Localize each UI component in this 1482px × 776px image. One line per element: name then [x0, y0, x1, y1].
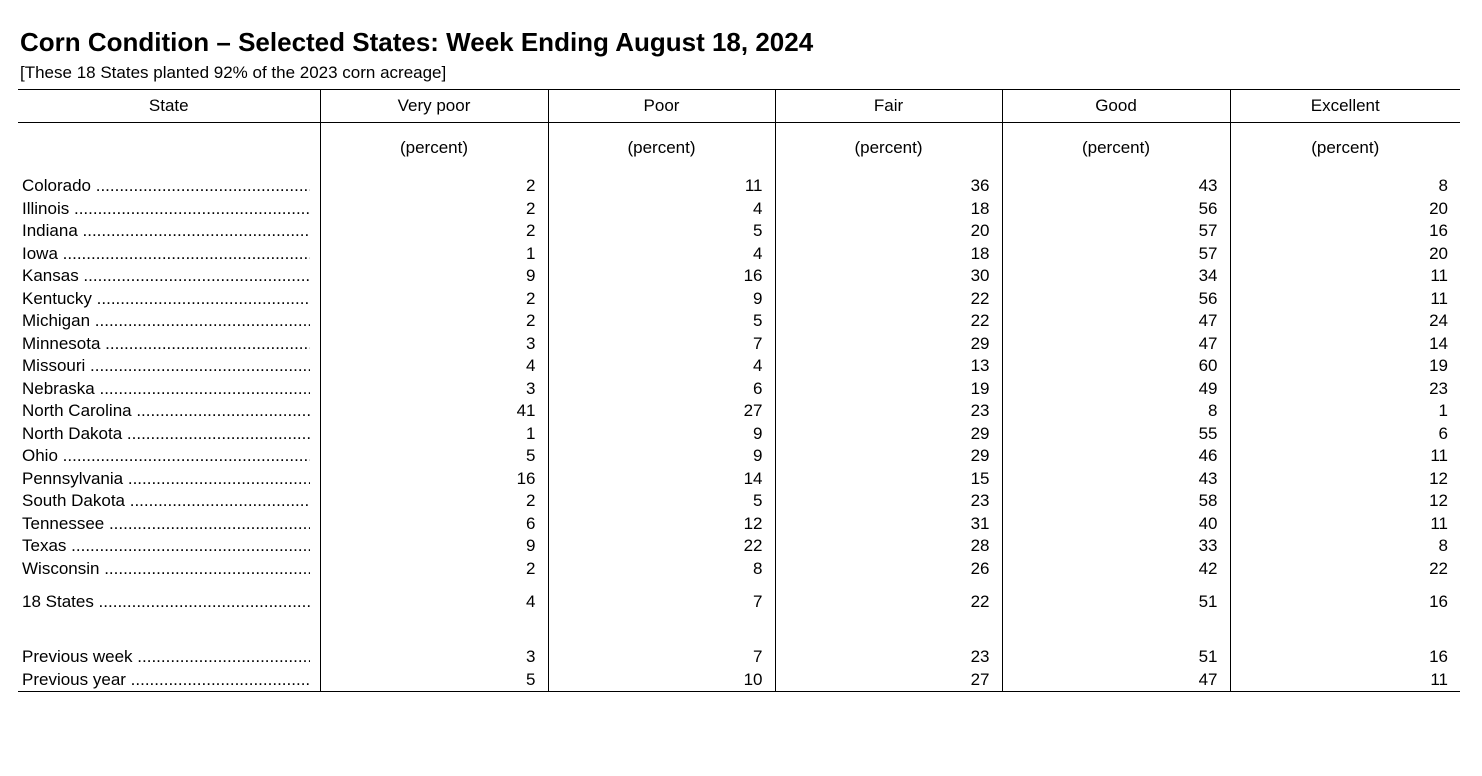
value-cell: 6: [1230, 423, 1460, 446]
value-cell: 57: [1002, 243, 1230, 266]
value-cell: 10: [548, 669, 775, 692]
value-cell: 12: [1230, 490, 1460, 513]
table-row: [18, 310, 1460, 333]
state-cell: [18, 490, 320, 513]
value-cell: 9: [320, 265, 548, 288]
state-label: Nebraska .....: [22, 378, 310, 401]
state-cell: [18, 580, 320, 624]
table-row: [18, 333, 1460, 356]
header-row: [18, 90, 1460, 123]
state-cell: [18, 468, 320, 491]
state-label: Indiana .....: [22, 220, 310, 243]
value-cell: 27: [548, 400, 775, 423]
table-row: [18, 243, 1460, 266]
value-cell: 4: [320, 355, 548, 378]
value-cell: 33: [1002, 535, 1230, 558]
value-cell: 8: [548, 558, 775, 581]
value-cell: 4: [548, 355, 775, 378]
value-cell: 47: [1002, 333, 1230, 356]
spacer-cell: [320, 624, 548, 646]
state-cell: [18, 288, 320, 311]
value-cell: 4: [548, 243, 775, 266]
state-cell: [18, 198, 320, 221]
table-row: [18, 490, 1460, 513]
state-cell: [18, 243, 320, 266]
units-cell-state: [18, 123, 320, 176]
value-cell: 7: [548, 580, 775, 624]
value-cell: 42: [1002, 558, 1230, 581]
value-cell: 29: [775, 445, 1002, 468]
total-row: [18, 580, 1460, 624]
column-header-excellent: Excellent: [1230, 90, 1460, 123]
value-cell: 7: [548, 646, 775, 669]
value-cell: 5: [320, 669, 548, 692]
state-cell: [18, 220, 320, 243]
value-cell: 43: [1002, 468, 1230, 491]
value-cell: 5: [548, 310, 775, 333]
value-cell: 2: [320, 490, 548, 513]
value-cell: 20: [775, 220, 1002, 243]
column-header-very-poor: Very poor: [320, 90, 548, 123]
value-cell: 3: [320, 333, 548, 356]
spacer-row: [18, 624, 1460, 646]
corn-condition-table: [18, 89, 1460, 692]
table-row: [18, 445, 1460, 468]
state-label: North Carolina .....: [22, 400, 310, 423]
value-cell: 18: [775, 243, 1002, 266]
page-title: Corn Condition – Selected States: Week Ending August 18, 2024: [20, 27, 814, 57]
table-row: [18, 288, 1460, 311]
value-cell: 58: [1002, 490, 1230, 513]
value-cell: 34: [1002, 265, 1230, 288]
state-cell: [18, 513, 320, 536]
value-cell: 46: [1002, 445, 1230, 468]
spacer-cell: [775, 624, 1002, 646]
spacer-cell: [1002, 624, 1230, 646]
value-cell: 4: [548, 198, 775, 221]
comparison-row: [18, 646, 1460, 669]
state-label: Missouri .....: [22, 355, 310, 378]
units-cell: (percent): [320, 123, 548, 176]
value-cell: 23: [775, 400, 1002, 423]
value-cell: 12: [548, 513, 775, 536]
value-cell: 56: [1002, 198, 1230, 221]
value-cell: 22: [548, 535, 775, 558]
value-cell: 36: [775, 175, 1002, 198]
state-cell: [18, 265, 320, 288]
value-cell: 2: [320, 558, 548, 581]
state-cell: [18, 445, 320, 468]
table-row: [18, 198, 1460, 221]
value-cell: 26: [775, 558, 1002, 581]
value-cell: 28: [775, 535, 1002, 558]
value-cell: 47: [1002, 669, 1230, 692]
units-cell: (percent): [1230, 123, 1460, 176]
value-cell: 23: [775, 490, 1002, 513]
value-cell: 57: [1002, 220, 1230, 243]
table-body: [18, 123, 1460, 692]
column-header-poor: Poor: [548, 90, 775, 123]
value-cell: 56: [1002, 288, 1230, 311]
value-cell: 29: [775, 333, 1002, 356]
value-cell: 5: [548, 490, 775, 513]
value-cell: 11: [1230, 265, 1460, 288]
value-cell: 13: [775, 355, 1002, 378]
units-row: [18, 123, 1460, 176]
value-cell: 43: [1002, 175, 1230, 198]
table-row: [18, 378, 1460, 401]
value-cell: 11: [1230, 669, 1460, 692]
value-cell: 40: [1002, 513, 1230, 536]
value-cell: 29: [775, 423, 1002, 446]
value-cell: 20: [1230, 198, 1460, 221]
state-label: Illinois .....: [22, 198, 310, 221]
value-cell: 8: [1230, 175, 1460, 198]
value-cell: 3: [320, 646, 548, 669]
value-cell: 18: [775, 198, 1002, 221]
value-cell: 47: [1002, 310, 1230, 333]
state-cell: [18, 646, 320, 669]
value-cell: 16: [1230, 580, 1460, 624]
value-cell: 41: [320, 400, 548, 423]
table-row: [18, 355, 1460, 378]
value-cell: 22: [775, 580, 1002, 624]
column-header-good: Good: [1002, 90, 1230, 123]
comparison-row: [18, 669, 1460, 692]
value-cell: 8: [1230, 535, 1460, 558]
value-cell: 23: [1230, 378, 1460, 401]
value-cell: 16: [320, 468, 548, 491]
column-header-fair: Fair: [775, 90, 1002, 123]
value-cell: 55: [1002, 423, 1230, 446]
value-cell: 24: [1230, 310, 1460, 333]
value-cell: 5: [320, 445, 548, 468]
table-row: [18, 265, 1460, 288]
value-cell: 2: [320, 220, 548, 243]
value-cell: 22: [775, 310, 1002, 333]
value-cell: 20: [1230, 243, 1460, 266]
value-cell: 49: [1002, 378, 1230, 401]
value-cell: 1: [320, 423, 548, 446]
column-header-state: State: [18, 90, 320, 123]
state-label: Previous week .....: [22, 646, 310, 669]
table-row: [18, 513, 1460, 536]
value-cell: 9: [548, 445, 775, 468]
state-cell: [18, 378, 320, 401]
value-cell: 51: [1002, 580, 1230, 624]
state-cell: [18, 355, 320, 378]
value-cell: 16: [548, 265, 775, 288]
value-cell: 2: [320, 198, 548, 221]
value-cell: 7: [548, 333, 775, 356]
value-cell: 31: [775, 513, 1002, 536]
value-cell: 14: [548, 468, 775, 491]
state-label: Tennessee .....: [22, 513, 310, 536]
table-row: [18, 468, 1460, 491]
state-cell: [18, 400, 320, 423]
table-row: [18, 423, 1460, 446]
value-cell: 1: [320, 243, 548, 266]
value-cell: 16: [1230, 646, 1460, 669]
value-cell: 19: [1230, 355, 1460, 378]
spacer-cell: [18, 624, 320, 646]
state-label: Minnesota .....: [22, 333, 310, 356]
state-label: Pennsylvania .....: [22, 468, 310, 491]
state-cell: [18, 175, 320, 198]
spacer-cell: [1230, 624, 1460, 646]
state-label: South Dakota .....: [22, 490, 310, 513]
value-cell: 11: [1230, 288, 1460, 311]
state-label: Iowa .....: [22, 243, 310, 266]
value-cell: 12: [1230, 468, 1460, 491]
spacer-cell: [548, 624, 775, 646]
table-row: [18, 400, 1460, 423]
value-cell: 30: [775, 265, 1002, 288]
value-cell: 14: [1230, 333, 1460, 356]
table-row: [18, 558, 1460, 581]
value-cell: 9: [548, 288, 775, 311]
value-cell: 51: [1002, 646, 1230, 669]
value-cell: 2: [320, 175, 548, 198]
state-label: Texas .....: [22, 535, 310, 558]
state-label: Colorado .....: [22, 175, 310, 198]
value-cell: 19: [775, 378, 1002, 401]
units-cell: (percent): [775, 123, 1002, 176]
state-label: Wisconsin .....: [22, 558, 310, 581]
value-cell: 3: [320, 378, 548, 401]
units-cell: (percent): [1002, 123, 1230, 176]
table-row: [18, 220, 1460, 243]
state-label: North Dakota .....: [22, 423, 310, 446]
state-label: Kansas .....: [22, 265, 310, 288]
state-label: 18 States .....: [22, 580, 310, 624]
table-row: [18, 535, 1460, 558]
state-label: Previous year .....: [22, 669, 310, 692]
value-cell: 1: [1230, 400, 1460, 423]
value-cell: 6: [548, 378, 775, 401]
units-cell: (percent): [548, 123, 775, 176]
state-label: Michigan .....: [22, 310, 310, 333]
value-cell: 11: [548, 175, 775, 198]
value-cell: 23: [775, 646, 1002, 669]
state-cell: [18, 535, 320, 558]
value-cell: 11: [1230, 445, 1460, 468]
state-cell: [18, 423, 320, 446]
value-cell: 5: [548, 220, 775, 243]
state-label: Kentucky .....: [22, 288, 310, 311]
value-cell: 60: [1002, 355, 1230, 378]
state-cell: [18, 333, 320, 356]
value-cell: 16: [1230, 220, 1460, 243]
state-label: Ohio .....: [22, 445, 310, 468]
value-cell: 9: [548, 423, 775, 446]
value-cell: 2: [320, 288, 548, 311]
state-cell: [18, 558, 320, 581]
value-cell: 15: [775, 468, 1002, 491]
value-cell: 8: [1002, 400, 1230, 423]
value-cell: 4: [320, 580, 548, 624]
value-cell: 27: [775, 669, 1002, 692]
value-cell: 22: [1230, 558, 1460, 581]
value-cell: 22: [775, 288, 1002, 311]
value-cell: 2: [320, 310, 548, 333]
state-cell: [18, 310, 320, 333]
value-cell: 11: [1230, 513, 1460, 536]
page-subtitle: [These 18 States planted 92% of the 2023 corn acreage]: [20, 63, 447, 82]
value-cell: 9: [320, 535, 548, 558]
state-cell: [18, 669, 320, 692]
table-row: [18, 175, 1460, 198]
value-cell: 6: [320, 513, 548, 536]
